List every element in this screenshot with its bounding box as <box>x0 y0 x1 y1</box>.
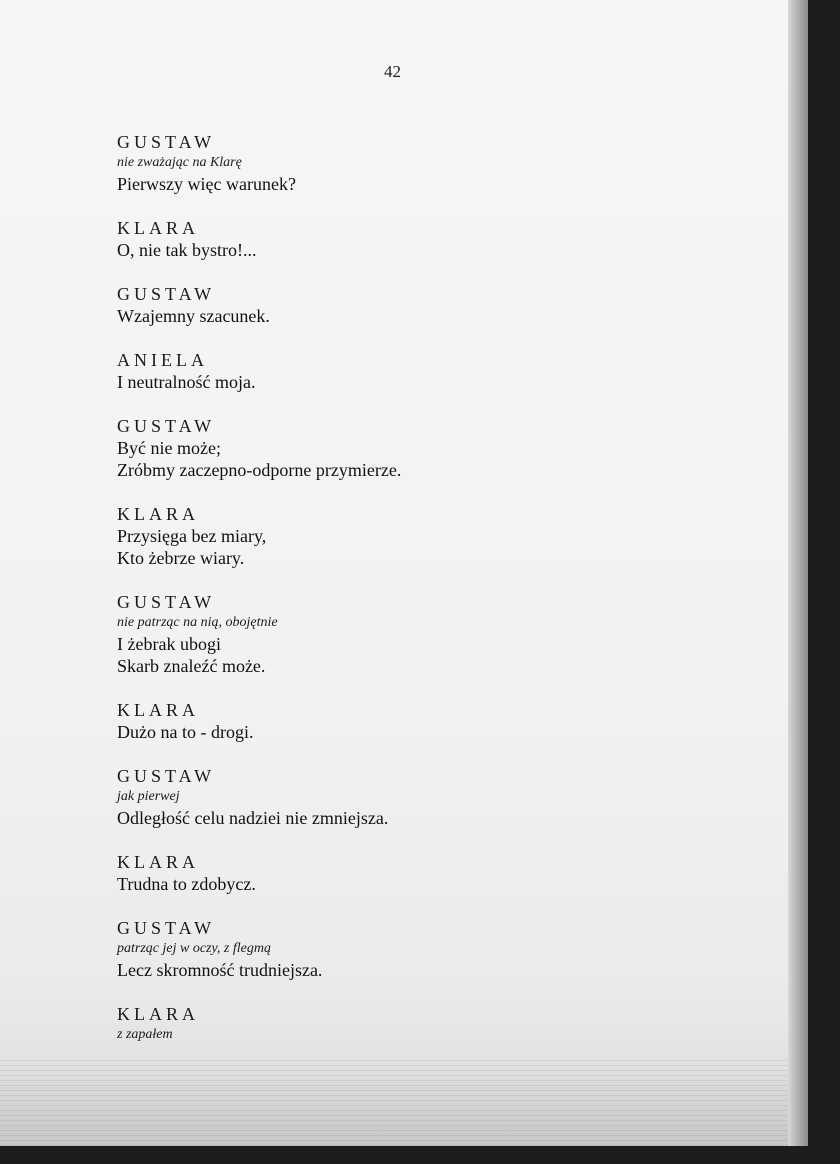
dialogue-block <box>117 699 757 743</box>
dialogue-block <box>117 349 757 393</box>
scan-noise <box>0 1056 808 1146</box>
speaker-name: GUSTAW <box>117 132 216 152</box>
verse-line: Kto żebrze wiary. <box>117 548 245 568</box>
speaker-name: KLARA <box>117 700 199 720</box>
dialogue-block <box>117 131 757 195</box>
verse-line: Lecz skromność trudniejsza. <box>117 960 323 980</box>
stage-direction: patrząc jej w oczy, z flegmą <box>117 941 271 956</box>
dialogue-block <box>117 917 757 981</box>
verse-line: Trudna to zdobycz. <box>117 874 256 894</box>
dialogue-block <box>117 1003 757 1045</box>
verse-line: O, nie tak bystro!... <box>117 240 257 260</box>
verse-line: Przysięga bez miary, <box>117 526 267 546</box>
verse-line: Skarb znaleźć może. <box>117 656 266 676</box>
verse-line: Odległość celu nadziei nie zmniejsza. <box>117 808 389 828</box>
speaker-name: GUSTAW <box>117 918 216 938</box>
speaker-name: KLARA <box>117 1004 199 1024</box>
speaker-name: GUSTAW <box>117 284 216 304</box>
stage-direction: jak pierwej <box>117 789 180 804</box>
stage-direction: z zapałem <box>117 1027 173 1042</box>
page-number: 42 <box>384 62 401 81</box>
dialogue-block <box>117 765 757 829</box>
speaker-name: GUSTAW <box>117 766 216 786</box>
verse-line: Być nie może; <box>117 438 221 458</box>
speaker-name: ANIELA <box>117 350 208 370</box>
dialogue-block <box>117 851 757 895</box>
verse-line: Zróbmy zaczepno-odporne przymierze. <box>117 460 402 480</box>
stage-direction: nie patrząc na nią, obojętnie <box>117 615 278 630</box>
speaker-name: KLARA <box>117 504 199 524</box>
dialogue-block <box>117 217 757 261</box>
dialogue-content <box>117 131 757 1067</box>
verse-line: I żebrak ubogi <box>117 634 221 654</box>
dialogue-block <box>117 283 757 327</box>
dialogue-block <box>117 591 757 677</box>
stage-direction: nie zważając na Klarę <box>117 155 242 170</box>
verse-line: Dużo na to - drogi. <box>117 722 254 742</box>
speaker-name: KLARA <box>117 218 199 238</box>
speaker-name: GUSTAW <box>117 416 216 436</box>
verse-line: Pierwszy więc warunek? <box>117 174 296 194</box>
dialogue-block <box>117 503 757 569</box>
speaker-name: GUSTAW <box>117 592 216 612</box>
scan-edge-shadow <box>788 0 808 1146</box>
dialogue-block <box>117 415 757 481</box>
speaker-name: KLARA <box>117 852 199 872</box>
verse-line: I neutralność moja. <box>117 372 256 392</box>
verse-line: Wzajemny szacunek. <box>117 306 270 326</box>
